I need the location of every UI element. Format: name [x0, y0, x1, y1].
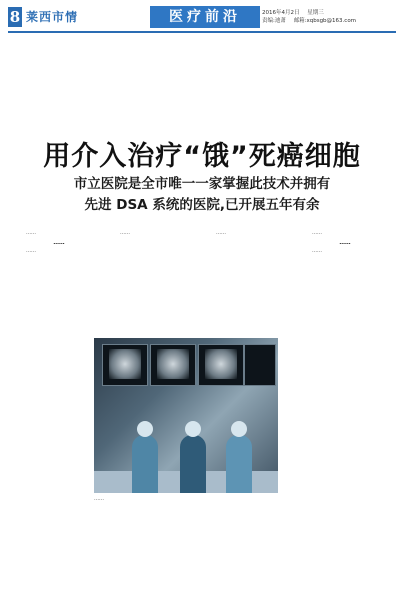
- header-rule: [8, 31, 396, 33]
- date-text: 2016年4月2日: [262, 10, 300, 16]
- column-1: [16, 230, 102, 590]
- headline: 用介入治疗“饿”死癌细胞: [43, 141, 361, 172]
- angiography-image: [109, 349, 141, 379]
- column-2-para-1: ……: [120, 230, 130, 236]
- photo-caption: ……: [94, 496, 104, 502]
- column-3-para-1: ……: [216, 230, 226, 236]
- editor-text: 责编:迪萧: [262, 18, 286, 24]
- column-4-subhead: ……: [339, 240, 351, 247]
- editor-line: [262, 18, 362, 25]
- surgeon-figure: [180, 435, 206, 493]
- column-4: [302, 230, 388, 590]
- monitor-screen: [244, 344, 276, 386]
- page-number: 8: [9, 8, 21, 26]
- column-1-para-2: ……: [26, 248, 36, 255]
- surgery-photo: [94, 338, 278, 493]
- subheadline-2: 先进 DSA 系统的医院,已开展五年有余: [84, 197, 320, 213]
- weekday-text: 星期三: [307, 10, 324, 16]
- angiography-image: [157, 349, 189, 379]
- surgeon-figure: [132, 435, 158, 493]
- monitor-screen: [102, 344, 148, 386]
- monitor-screen: [198, 344, 244, 386]
- monitor-screen: [150, 344, 196, 386]
- surgeon-cap: [231, 421, 247, 437]
- newspaper-name: 莱西市情: [26, 10, 79, 24]
- column-4-para-2: ……: [312, 248, 322, 255]
- column-1-para-1: ……: [26, 230, 36, 236]
- angiography-image: [205, 349, 237, 379]
- surgeon-figure: [226, 435, 252, 493]
- date-line: [262, 10, 330, 17]
- subheadline-1: 市立医院是全市唯一一家掌握此技术并拥有: [73, 176, 331, 192]
- page-header: [0, 0, 404, 38]
- surgeon-cap: [137, 421, 153, 437]
- column-1-subhead: ……: [53, 240, 65, 247]
- column-4-para-1: ……: [312, 230, 322, 236]
- email-text: 邮箱:xqbsgb@163.com: [293, 18, 357, 24]
- surgeon-cap: [185, 421, 201, 437]
- section-title: 医疗前沿: [150, 6, 260, 28]
